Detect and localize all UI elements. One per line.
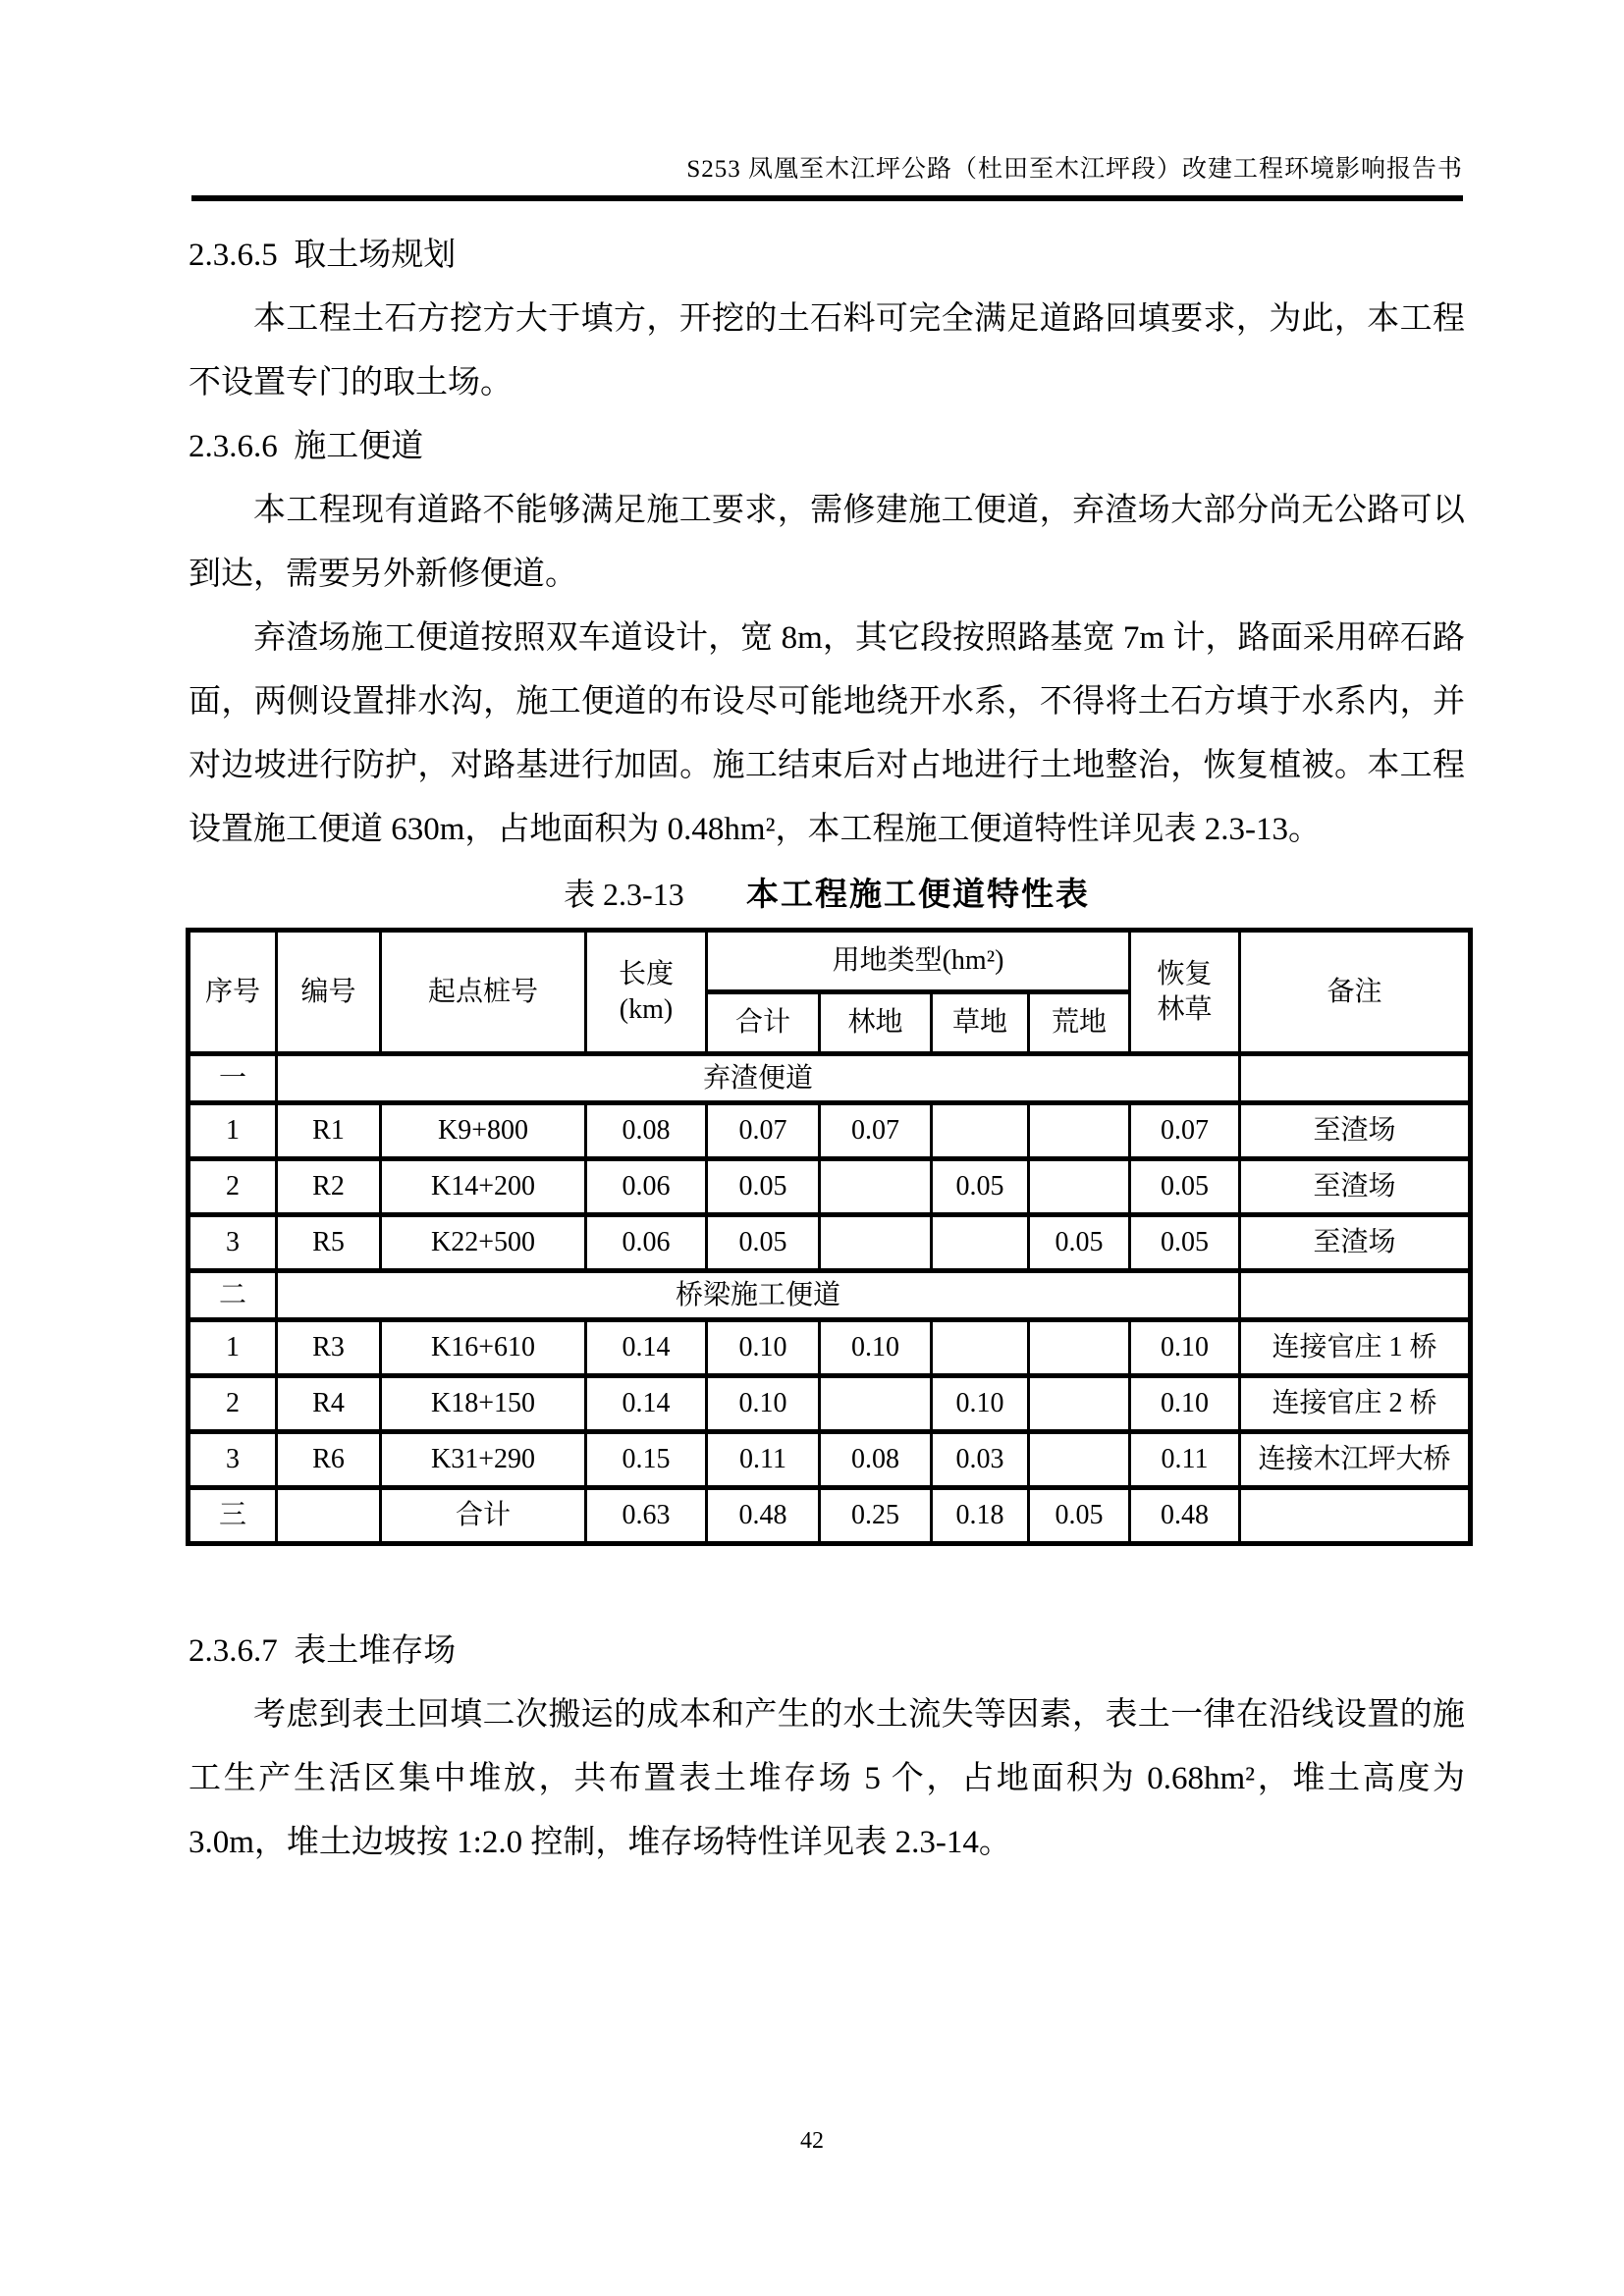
cell-barren: [1029, 1159, 1130, 1215]
cell-barren: [1029, 1432, 1130, 1488]
cell-forest: [820, 1215, 932, 1271]
cell-grass: 0.18: [932, 1488, 1029, 1544]
cell-grass: [932, 1103, 1029, 1159]
cell-stake: K14+200: [381, 1159, 586, 1215]
col-header-land-type: 用地类型(hm²): [707, 931, 1130, 992]
table-row-r6: [189, 1432, 1471, 1488]
cell-grass: [932, 1320, 1029, 1376]
cell-stake: 合计: [381, 1488, 586, 1544]
cell-total: 0.10: [707, 1376, 820, 1432]
cell-restore: 0.05: [1130, 1159, 1240, 1215]
cell-total: 0.48: [707, 1488, 820, 1544]
cell-barren: 0.05: [1029, 1215, 1130, 1271]
cell-barren: [1029, 1376, 1130, 1432]
cell-code: R5: [277, 1215, 381, 1271]
col-header-length: [586, 931, 707, 1054]
cell-restore: 0.05: [1130, 1215, 1240, 1271]
table-caption-number: 表 2.3-13: [564, 877, 684, 912]
col-header-remark: 备注: [1240, 931, 1471, 1054]
cell-code: [277, 1488, 381, 1544]
table-row-r2: [189, 1159, 1471, 1215]
cell-restore: 0.11: [1130, 1432, 1240, 1488]
cell-grass: 0.05: [932, 1159, 1029, 1215]
cell-total: 0.11: [707, 1432, 820, 1488]
cell-total: 0.05: [707, 1215, 820, 1271]
cell-length: 0.06: [586, 1215, 707, 1271]
heading-2-3-6-7: 2.3.6.7 表土堆存场: [189, 1633, 457, 1669]
cell-seq: 3: [189, 1215, 277, 1271]
paragraph-access-road-2: 弃渣场施工便道按照双车道设计，宽 8m，其它段按照路基宽 7m 计，路面采用碎石路面，两侧设置排水沟，施工便道的布设尽可能地绕开水系，不得将土石方填于水系内，并对边坡进行防护，对路基进行加固。施工结束后对占地进行土地整治，恢复植被。本工程设置施工便道 630m，占地面积为 0.48hm²，本工程施工便道特性详见表 2.3-13。: [189, 620, 1465, 847]
document-content: [189, 224, 1465, 1875]
col-header-seq: 序号: [189, 931, 277, 1054]
col-header-length-line1: 长度: [618, 958, 674, 989]
paragraph-access-road-1: 本工程现有道路不能够满足施工要求，需修建施工便道，弃渣场大部分尚无公路可以到达，需要另外新修便道。: [189, 493, 1465, 592]
cell-restore: 0.10: [1130, 1320, 1240, 1376]
cell-stake: K18+150: [381, 1376, 586, 1432]
table-row-r3: [189, 1320, 1471, 1376]
cell-code: R2: [277, 1159, 381, 1215]
table-section-row-spoil: [189, 1054, 1471, 1103]
col-header-length-line2: (km): [619, 993, 674, 1025]
cell-seq: 3: [189, 1432, 277, 1488]
paragraph-borrow-pit: 本工程土石方挖方大于填方，开挖的土石料可完全满足道路回填要求，为此，本工程不设置专门的取土场。: [189, 301, 1465, 400]
cell-code: R3: [277, 1320, 381, 1376]
cell-restore: 0.07: [1130, 1103, 1240, 1159]
header-divider-rule: [191, 195, 1463, 201]
cell-stake: K22+500: [381, 1215, 586, 1271]
cell-seq: 三: [189, 1488, 277, 1544]
cell-barren: 0.05: [1029, 1488, 1130, 1544]
table-row-r4: [189, 1376, 1471, 1432]
cell-forest: 0.25: [820, 1488, 932, 1544]
cell-remark: 至渣场: [1240, 1159, 1471, 1215]
cell-restore: 0.10: [1130, 1376, 1240, 1432]
table-section-row-bridge: [189, 1271, 1471, 1320]
paragraph-topsoil: 考虑到表土回填二次搬运的成本和产生的水土流失等因素，表土一律在沿线设置的施工生产生活区集中堆放，共布置表土堆存场 5 个，占地面积为 0.68hm²，堆土高度为 3.0m，堆土边坡按 1:2.0 控制，堆存场特性详见表 2.3-14。: [189, 1697, 1465, 1860]
cell-barren: [1029, 1103, 1130, 1159]
cell-remark: [1240, 1271, 1471, 1320]
cell-length: 0.08: [586, 1103, 707, 1159]
running-header: S253 凤凰至木江坪公路（杜田至木江坪段）改建工程环境影响报告书: [686, 156, 1463, 183]
cell-restore: 0.48: [1130, 1488, 1240, 1544]
table-row-r5: [189, 1215, 1471, 1271]
cell-total: 0.10: [707, 1320, 820, 1376]
col-header-code: 编号: [277, 931, 381, 1054]
cell-seq: 一: [189, 1054, 277, 1103]
cell-total: 0.05: [707, 1159, 820, 1215]
cell-length: 0.14: [586, 1320, 707, 1376]
col-header-barren: 荒地: [1029, 992, 1130, 1054]
cell-stake: K9+800: [381, 1103, 586, 1159]
col-header-restore-line1: 恢复: [1157, 958, 1213, 989]
col-header-restore: [1130, 931, 1240, 1054]
cell-forest: 0.08: [820, 1432, 932, 1488]
page-number: 42: [800, 2128, 824, 2154]
cell-remark: 连接官庄 2 桥: [1240, 1376, 1471, 1432]
cell-total: 0.07: [707, 1103, 820, 1159]
cell-remark: 连接官庄 1 桥: [1240, 1320, 1471, 1376]
cell-forest: [820, 1159, 932, 1215]
cell-grass: 0.10: [932, 1376, 1029, 1432]
cell-forest: [820, 1376, 932, 1432]
cell-barren: [1029, 1320, 1130, 1376]
col-header-restore-line2: 林草: [1157, 993, 1213, 1025]
cell-seq: 2: [189, 1376, 277, 1432]
cell-seq: 二: [189, 1271, 277, 1320]
col-header-forest: 林地: [820, 992, 932, 1054]
cell-remark: 至渣场: [1240, 1103, 1471, 1159]
table-caption: [189, 862, 1465, 928]
cell-remark: [1240, 1054, 1471, 1103]
cell-seq: 1: [189, 1103, 277, 1159]
cell-grass: [932, 1215, 1029, 1271]
cell-seq: 1: [189, 1320, 277, 1376]
cell-grass: 0.03: [932, 1432, 1029, 1488]
cell-code: R1: [277, 1103, 381, 1159]
cell-stake: K31+290: [381, 1432, 586, 1488]
cell-forest: 0.07: [820, 1103, 932, 1159]
cell-remark: 连接木江坪大桥: [1240, 1432, 1471, 1488]
heading-2-3-6-6: 2.3.6.6 施工便道: [189, 429, 424, 464]
cell-section-label: 桥梁施工便道: [277, 1271, 1240, 1320]
cell-length: 0.63: [586, 1488, 707, 1544]
table-row-r1: [189, 1103, 1471, 1159]
cell-forest: 0.10: [820, 1320, 932, 1376]
cell-length: 0.15: [586, 1432, 707, 1488]
cell-code: R4: [277, 1376, 381, 1432]
cell-remark: [1240, 1488, 1471, 1544]
table-row-total: [189, 1488, 1471, 1544]
cell-seq: 2: [189, 1159, 277, 1215]
cell-section-label: 弃渣便道: [277, 1054, 1240, 1103]
cell-length: 0.14: [586, 1376, 707, 1432]
cell-length: 0.06: [586, 1159, 707, 1215]
table-header-row-top: [189, 931, 1471, 992]
col-header-total: 合计: [707, 992, 820, 1054]
cell-stake: K16+610: [381, 1320, 586, 1376]
heading-2-3-6-5: 2.3.6.5 取土场规划: [189, 238, 457, 273]
col-header-grass: 草地: [932, 992, 1029, 1054]
col-header-stake: 起点桩号: [381, 931, 586, 1054]
cell-code: R6: [277, 1432, 381, 1488]
table-caption-title: 本工程施工便道特性表: [745, 876, 1090, 912]
cell-remark: 至渣场: [1240, 1215, 1471, 1271]
construction-road-table: [186, 928, 1473, 1546]
